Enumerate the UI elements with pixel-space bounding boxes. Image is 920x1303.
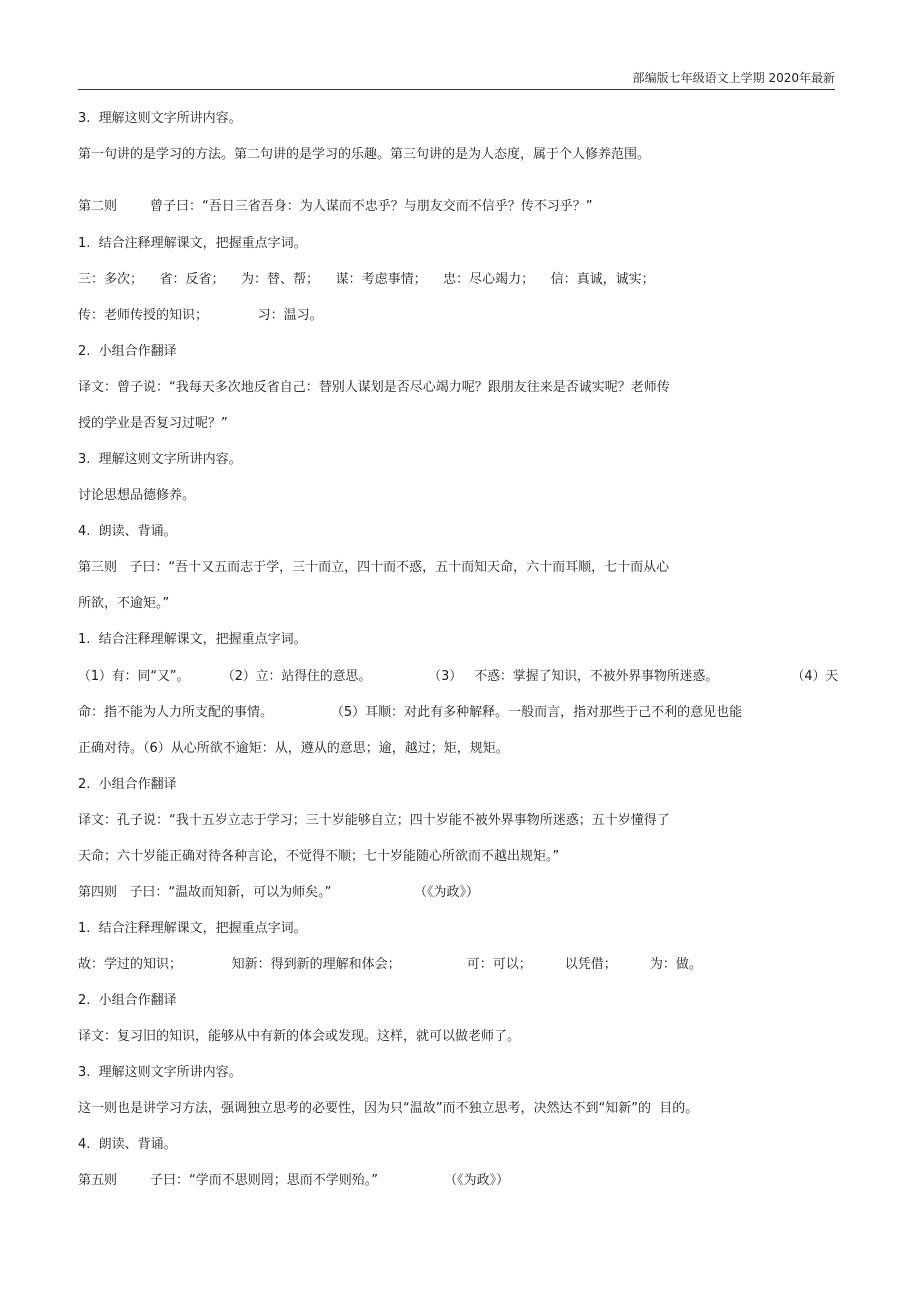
text-line: 第五则 子曰：“学而不思则罔；思而不学则殆。” （《为政》） <box>78 1173 510 1188</box>
text-line: 1. 结合注释理解课文，把握重点字词。 <box>78 236 307 251</box>
text-line: 2. 小组合作翻译 <box>78 993 177 1008</box>
text-line: 译文：复习旧的知识，能够从中有新的体会或发现。这样，就可以做老师了。 <box>78 1029 521 1044</box>
text-line: 2. 小组合作翻译 <box>78 777 177 792</box>
text-line: 1. 结合注释理解课文，把握重点字词。 <box>78 921 307 936</box>
text-line: 4. 朗读、背诵。 <box>78 1137 177 1152</box>
text-line: 4. 朗读、背诵。 <box>78 524 177 539</box>
text-line: 传：老师传授的知识； 习：温习。 <box>78 308 323 323</box>
text-line: 命：指不能为人力所支配的事情。 （5）耳顺：对此有多种解释。一般而言，指对那些于己不利的意见也能 <box>78 705 743 720</box>
text-line: 第一句讲的是学习的方法。第二句讲的是学习的乐趣。第三句讲的是为人态度，属于个人修养范围。 <box>78 147 651 162</box>
text-line: （1）有：同“又”。 （2）立：站得住的意思。 （3） 不惑：掌握了知识，不被外界事物所迷惑。 （4）天 <box>78 669 839 684</box>
text-line: 第三则 子曰：“吾十又五而志于学，三十而立，四十而不惑，五十而知天命，六十而耳顺，七十而从心 <box>78 560 670 575</box>
text-line: 1. 结合注释理解课文，把握重点字词。 <box>78 632 307 647</box>
text-line: 3. 理解这则文字所讲内容。 <box>78 1065 242 1080</box>
text-line: 天命；六十岁能正确对待各种言论，不觉得不顺；七十岁能随心所欲而不越出规矩。” <box>78 849 560 864</box>
page-header: 部编版七年级语文上学期 2020年最新 <box>632 71 835 85</box>
text-line: 讨论思想品德修养。 <box>78 488 196 503</box>
header-divider <box>78 89 835 90</box>
text-line: 译文：曾子说：“我每天多次地反省自己：替别人谋划是否尽心竭力呢？跟朋友往来是否诚实呢？老师传 <box>78 380 670 395</box>
text-line: 授的学业是否复习过呢？” <box>78 416 228 431</box>
text-line: 第二则 曾子曰：“吾日三省吾身：为人谋而不忠乎？与朋友交而不信乎？传不习乎？” <box>78 199 593 214</box>
text-line: 正确对待。（6）从心所欲不逾矩：从，遵从的意思；逾，越过；矩，规矩。 <box>78 741 509 756</box>
text-line: 三：多次； 省：反省； 为：替、帮； 谋：考虑事情； 忠：尽心竭力； 信：真诚，诚实； <box>78 272 655 287</box>
text-line: 第四则 子曰：“温故而知新，可以为师矣。” （《为政》） <box>78 885 480 900</box>
text-line: 3. 理解这则文字所讲内容。 <box>78 452 242 467</box>
text-line: 2. 小组合作翻译 <box>78 344 177 359</box>
text-line: 所欲，不逾矩。” <box>78 596 170 611</box>
text-line: 这一则也是讲学习方法，强调独立思考的必要性，因为只“温故”而不独立思考，决然达不到“知新”的 目的。 <box>78 1101 699 1116</box>
text-line: 3. 理解这则文字所讲内容。 <box>78 111 242 126</box>
text-line: 译文：孔子说：“我十五岁立志于学习；三十岁能够自立；四十岁能不被外界事物所迷惑；五十岁懂得了 <box>78 813 670 828</box>
text-line: 故：学过的知识； 知新：得到新的理解和体会； 可：可以； 以凭借； 为：做。 <box>78 957 702 972</box>
